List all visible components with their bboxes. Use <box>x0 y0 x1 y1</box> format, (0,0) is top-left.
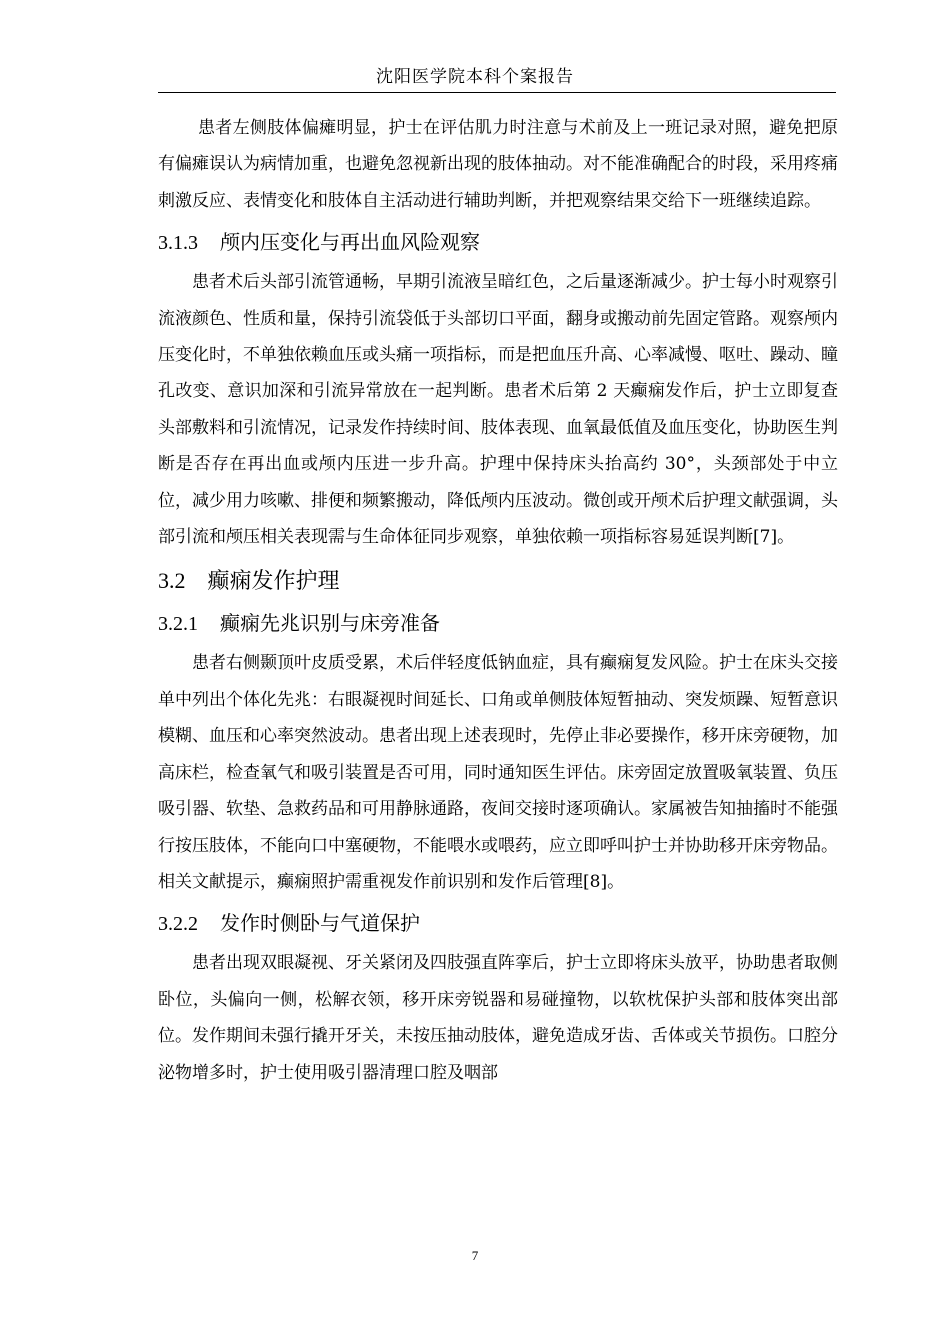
section-heading-3-2 <box>158 563 838 600</box>
section-title: 癫痫发作护理 <box>207 569 340 595</box>
paragraph-airway-protection: 患者出现双眼凝视、牙关紧闭及四肢强直阵挛后，护士立即将床头放平，协助患者取侧卧位，头偏向一侧，松解衣领，移开床旁锐器和易碰撞物，以软枕保护头部和肢体突出部位。发作期间未强行撬开牙关，未按压抽动肢体，避免造成牙齿、舌体或关节损伤。口腔分泌物增多时，护士使用吸引器清理口腔及咽部 <box>158 953 838 1083</box>
section-number: 3.2.2 <box>158 913 198 936</box>
paragraph-limb-assessment: 患者左侧肢体偏瘫明显，护士在评估肌力时注意与术前及上一班记录对照，避免把原有偏瘫误认为病情加重，也避免忽视新出现的肢体抽动。对不能准确配合的时段，采用疼痛刺激反应、表情变化和肢体自主活动进行辅助判断，并把观察结果交给下一班继续追踪。 <box>158 118 838 211</box>
section-number: 3.1.3 <box>158 232 198 255</box>
section-title: 癫痫先兆识别与床旁准备 <box>220 611 440 636</box>
paragraph-intracranial-pressure: 患者术后头部引流管通畅，早期引流液呈暗红色，之后量逐渐减少。护士每小时观察引流液颜色、性质和量，保持引流袋低于头部切口平面，翻身或搬动前先固定管路。观察颅内压变化时，不单独依赖血压或头痛一项指标，而是把血压升高、心率减慢、呕吐、躁动、瞳孔改变、意识加深和引流异常放在一起判断。患者术后第 2 天癫痫发作后，护士立即复查头部敷料和引流情况，记录发作持续时间、肢体表现、血氧最低值及血压变化，协助医生判断是否存在再出血或颅内压进一步升高。护理中保持床头抬高约 30°，头颈部处于中立位，减少用力咳嗽、排便和频繁搬动，降低颅内压波动。微创或开颅术后护理文献强调，头部引流和颅压相关表现需与生命体征同步观察，单独依赖一项指标容易延误判断[7]。 <box>158 272 838 548</box>
section-number: 3.2.1 <box>158 613 198 636</box>
body-content <box>158 110 838 1091</box>
section-title: 颅内压变化与再出血风险观察 <box>220 230 480 255</box>
running-header: 沈阳医学院本科个案报告 <box>376 67 574 87</box>
section-title: 发作时侧卧与气道保护 <box>220 911 420 936</box>
page-number: 7 <box>471 1248 479 1263</box>
header-divider <box>158 92 836 93</box>
paragraph-seizure-aura: 患者右侧颞顶叶皮质受累，术后伴轻度低钠血症，具有癫痫复发风险。护士在床头交接单中列出个体化先兆：右眼凝视时间延长、口角或单侧肢体短暂抽动、突发烦躁、短暂意识模糊、血压和心率突然波动。患者出现上述表现时，先停止非必要操作，移开床旁硬物，加高床栏，检查氧气和吸引装置是否可用，同时通知医生评估。床旁固定放置吸氧装置、负压吸引器、软垫、急救药品和可用静脉通路，夜间交接时逐项确认。家属被告知抽搐时不能强行按压肢体，不能向口中塞硬物，不能喂水或喂药，应立即呼叫护士并协助移开床旁物品。相关文献提示，癫痫照护需重视发作前识别和发作后管理[8]。 <box>158 653 838 892</box>
section-number: 3.2 <box>158 568 186 594</box>
section-heading-3-2-2 <box>158 906 838 941</box>
section-heading-3-2-1 <box>158 606 838 641</box>
section-heading-3-1-3 <box>158 225 838 260</box>
